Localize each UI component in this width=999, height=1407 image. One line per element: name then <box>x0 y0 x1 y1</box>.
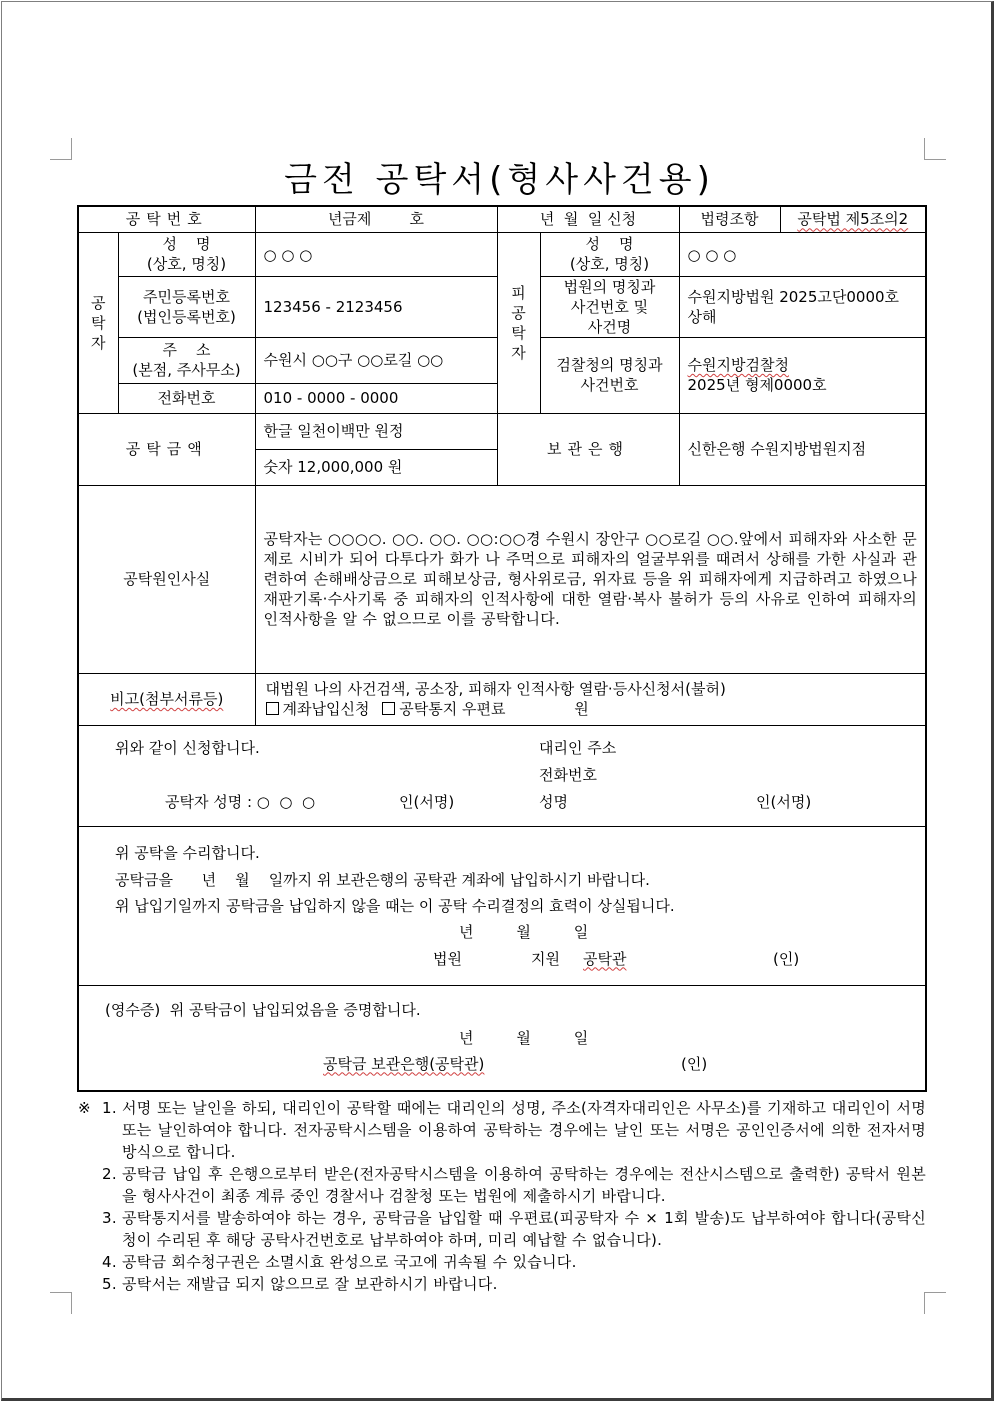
note-item <box>78 1207 926 1251</box>
law-value-text: 공탁법 제5조의2 <box>797 210 909 229</box>
acceptance-officer: 공탁관 <box>583 949 627 968</box>
court-case-number: 수원지방법원 2025고단0000호 <box>687 287 900 306</box>
deposit-no-label: 공탁번호 <box>78 206 255 232</box>
victim-prosecutor-label <box>540 337 679 413</box>
depositor-address-field[interactable]: 수원시 ○○구 ○○로길 ○○ <box>255 337 497 383</box>
crop-mark-bottom-right <box>924 1292 946 1314</box>
depositor-sign-mark[interactable]: 인(서명) <box>399 792 455 811</box>
note-star-mark: ※ <box>78 1099 91 1117</box>
victim-court-label <box>540 276 679 337</box>
receipt-date: 년 월 일 <box>459 1028 589 1047</box>
acceptance-seal[interactable]: (인) <box>773 949 800 968</box>
application-section <box>78 725 926 826</box>
prosecutor-office: 수원지방검찰청 <box>687 356 789 374</box>
year-no-field[interactable]: 년금제 호 <box>255 206 497 232</box>
label-line: (법인등록번호) <box>137 307 236 326</box>
acceptance-line-2: 공탁금을 년 월 일까지 위 보관은행의 공탁관 계좌에 납입하시기 바랍니다. <box>115 870 650 889</box>
bank-label: 보관은행 <box>497 413 679 485</box>
application-date-field[interactable]: 년 월 일 신청 <box>497 206 679 232</box>
receipt-line-1: (영수증) 위 공탁금이 납입되었음을 증명합니다. <box>105 1000 421 1019</box>
side-char: 공 <box>91 293 106 312</box>
postage-checkbox[interactable] <box>382 702 395 715</box>
label-line: (상호, 명칭) <box>569 255 650 273</box>
remarks-options <box>266 699 916 719</box>
depositor-side-label <box>78 232 118 413</box>
label-line: 사건번호 및 <box>570 297 649 316</box>
note-number: 1. <box>102 1099 117 1117</box>
side-char: 공 <box>511 303 526 322</box>
account-deposit-checkbox[interactable] <box>266 702 279 715</box>
remarks-label <box>78 673 255 725</box>
note-item <box>78 1163 926 1207</box>
side-char: 피 <box>511 283 526 302</box>
depositor-signature-line: 공탁자 성명 : ○ ○ ○ <box>165 792 316 811</box>
reason-label: 공탁원인사실 <box>78 485 255 673</box>
law-label: 법령조항 <box>679 206 780 232</box>
remarks-field <box>255 673 926 725</box>
depositor-phone-label: 전화번호 <box>118 383 255 413</box>
label-line: 성 명 <box>162 235 211 253</box>
note-number: 4. <box>102 1253 117 1271</box>
note-text: 공탁서는 재발급 되지 않으므로 잘 보관하시기 바랍니다. <box>122 1275 498 1293</box>
side-char: 자 <box>511 343 526 362</box>
note-text: 공탁통지서를 발송하여야 하는 경우, 공탁금을 납입할 때 우편료(피공탁자 수 × 1회 발송)도 납부하여야 합니다(공탁신청이 수리된 후 해당 공탁사건번호로 납부하여야 하며, 미리 예납할 수 없습니다). <box>122 1209 926 1249</box>
note-item <box>78 1273 926 1295</box>
acceptance-line-1: 위 공탁을 수리합니다. <box>115 843 260 862</box>
label-line: (상호, 명칭) <box>146 255 227 273</box>
depositor-id-field[interactable]: 123456 - 2123456 <box>255 276 497 337</box>
receipt-seal[interactable]: (인) <box>681 1054 708 1073</box>
remarks-label-text: 비고(첨부서류등) <box>110 690 224 708</box>
agent-phone-label: 전화번호 <box>539 765 597 784</box>
side-char: 자 <box>91 333 106 352</box>
victim-side-label <box>497 232 540 413</box>
amount-korean-field[interactable]: 한글 일천이백만 원정 <box>255 413 497 449</box>
agent-name-label: 성명 <box>539 792 568 811</box>
crop-mark-bottom-left <box>50 1292 72 1314</box>
label-line: 사건명 <box>587 317 632 336</box>
label-line: 사건번호 <box>580 376 639 394</box>
note-text: 서명 또는 날인을 하되, 대리인이 공탁할 때에는 대리인의 성명, 주소(자격자대리인은 사무소)를 기재하고 대리인이 서명 또는 날인하여야 합니다. 전자공탁시스템을 이용하여 공탁하는 경우에는 날인 또는 서명은 공인인증서에 의한 전자서명 방식으로 합니다. <box>122 1099 926 1161</box>
note-number: 5. <box>102 1275 117 1293</box>
law-value <box>780 206 926 232</box>
receipt-section <box>78 985 926 1091</box>
depositor-id-label <box>118 276 255 337</box>
note-text: 공탁금 회수청구권은 소멸시효 완성으로 국고에 귀속될 수 있습니다. <box>122 1253 577 1271</box>
acceptance-branch: 지원 <box>531 949 560 968</box>
application-statement: 위와 같이 신청합니다. <box>115 738 260 757</box>
depositor-name-field[interactable]: ○ ○ ○ <box>255 232 497 276</box>
agent-sign-mark[interactable]: 인(서명) <box>756 792 812 811</box>
label-line: 법원의 명칭과 <box>563 277 656 296</box>
prosecutor-case-number: 2025년 형제0000호 <box>687 376 827 394</box>
note-number: 3. <box>102 1209 117 1227</box>
document-title: 금전 공탁서(형사사건용) <box>284 160 715 200</box>
depositor-phone-field[interactable]: 010 - 0000 - 0000 <box>255 383 497 413</box>
court-case-name: 상해 <box>687 307 717 326</box>
label-line: 주민등록번호 <box>143 287 230 306</box>
victim-name-label <box>540 232 679 276</box>
remarks-attachments: 대법원 나의 사건검색, 공소장, 피해자 인적사항 열람·등사신청서(불허) <box>265 680 726 698</box>
acceptance-line-3: 위 납입기일까지 공탁금을 납입하지 않을 때는 이 공탁 수리결정의 효력이 상실됩니다. <box>115 896 675 915</box>
label-line: (본점, 주사무소) <box>132 361 241 379</box>
note-text: 공탁금 납입 후 은행으로부터 받은(전자공탁시스템을 이용하여 공탁하는 경우에는 전산시스템으로 출력한) 공탁서 원본을 형사사건이 최종 계류 중인 경찰서나 검찰청 또는 법원에 제출하시기 바랍니다. <box>122 1165 926 1205</box>
acceptance-section <box>78 826 926 985</box>
victim-name-field[interactable]: ○ ○ ○ <box>679 232 926 276</box>
victim-court-field[interactable] <box>679 276 926 337</box>
depositor-address-label <box>118 337 255 383</box>
amount-label: 공탁금액 <box>78 413 255 485</box>
note-item <box>78 1251 926 1273</box>
acceptance-court: 법원 <box>433 949 462 968</box>
acceptance-date: 년 월 일 <box>459 922 589 941</box>
label-line: 주 소 <box>162 341 211 359</box>
postage-label: 공탁통지 우편료 <box>399 700 506 718</box>
side-char: 탁 <box>511 323 526 342</box>
label-line: 성 명 <box>585 235 634 253</box>
reason-field[interactable]: 공탁자는 ○○○○. ○○. ○○. ○○:○○경 수원시 장안구 ○○로길 ○○.앞에서 피해자와 사소한 문제로 시비가 되어 다투다가 화가 나 주먹으로 피해자의 얼굴부위를 때려서 상해를 가한 사실과 관련하여 손해배상금으로 피해보상금, 형사위로금, 위자료 등을 위 피해자에게 지급하려고 하였으나 재판기록·수사기록 중 피해자의 인적사항에 대한 열람·복사 불허가 등의 사유로 인하여 피해자의 인적사항을 알 수 없으므로 이를 공탁합니다. <box>255 485 926 673</box>
postage-unit: 원 <box>574 700 589 718</box>
note-item <box>78 1097 926 1163</box>
notes-section <box>78 1097 926 1295</box>
deposit-form-table <box>77 205 927 1092</box>
agent-address-label: 대리인 주소 <box>539 738 617 757</box>
depositor-name-label <box>118 232 255 276</box>
receipt-bank-label: 공탁금 보관은행(공탁관) <box>323 1054 485 1073</box>
header-row <box>78 206 926 232</box>
bank-field[interactable]: 신한은행 수원지방법원지점 <box>679 413 926 485</box>
label-line: 검찰청의 명칭과 <box>556 356 663 374</box>
amount-number-field[interactable]: 숫자 12,000,000 원 <box>255 449 497 485</box>
note-number: 2. <box>102 1165 117 1183</box>
victim-prosecutor-field[interactable] <box>679 337 926 413</box>
side-char: 탁 <box>91 313 106 332</box>
account-deposit-label: 계좌납입신청 <box>282 700 370 718</box>
